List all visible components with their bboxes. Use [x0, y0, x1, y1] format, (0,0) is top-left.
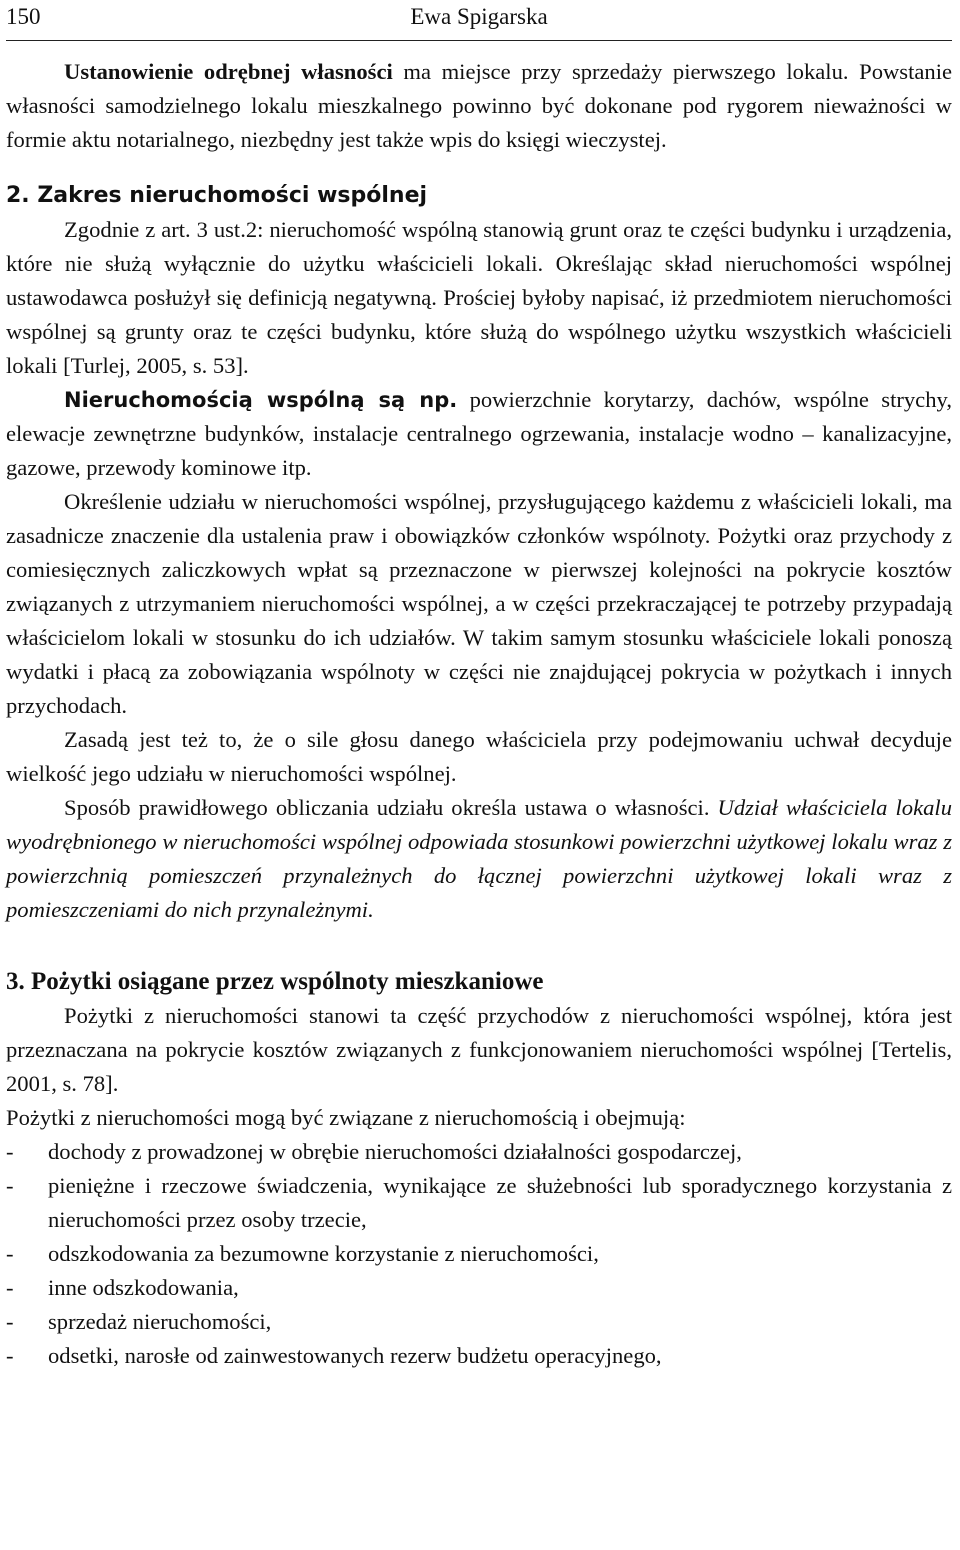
paragraph-share: Określenie udziału w nieruchomości wspólnej, przysługującego każdemu z właścicieli lokali, ma zasadnicze znaczenie dla ustalenia praw i obowiązków członków wspólnoty. Pożytki oraz przychody z comiesięcznych zaliczkowych wpłat są przeznaczone w pierwszej kolejności na pokrycie kosztów związanych z utrzymaniem nieruchomości wspólnej, a w części przekraczającej te potrzeby przypadają właścicielom lokali w stosunku do ich udziałów. W takim samym stosunku właściciele lokali ponoszą wydatki i płacą za zobowiązania wspólnoty w części nie znajdującej pokrycia w pożytkach i innych przychodach.: [6, 489, 952, 718]
paragraph-benefits-definition: Pożytki z nieruchomości stanowi ta część przychodów z nieruchomości wspólnej, która jest przeznaczana na pokrycie kosztów związanych z funkcjonowaniem nieruchomości wspólnej [Tertelis, 2001, s. 78].: [6, 1003, 952, 1096]
list-dash: -: [6, 1309, 14, 1334]
list-dash: -: [6, 1343, 14, 1368]
list-item: [6, 1169, 952, 1237]
running-header: [6, 0, 952, 41]
list-dash: -: [6, 1139, 14, 1164]
paragraph-definition: Zgodnie z art. 3 ust.2: nieruchomość wspólną stanowią grunt oraz te części budynku i urządzenia, które nie służą wyłącznie do użytku właścicieli lokali. Określając skład nieruchomości wspólnej ustawodawca posłużył się definicją negatywną. Prościej byłoby napisać, iż przedmiotem nieruchomości wspólnej są grunty oraz te części budynku, które służą do wspólnego użytku wszystkich właścicieli lokali [Turlej, 2005, s. 53].: [6, 217, 952, 378]
list-item-text: pieniężne i rzeczowe świadczenia, wynikające ze służebności lub sporadycznego korzystania z nieruchomości przez osoby trzecie,: [48, 1173, 952, 1232]
list-item-text: odszkodowania za bezumowne korzystanie z nieruchomości,: [48, 1241, 599, 1266]
list-item: [6, 1135, 952, 1169]
list-item: [6, 1237, 952, 1271]
bold-term: Nieruchomością wspólną są np.: [64, 388, 458, 412]
section-heading-2: 2. Zakres nieruchomości wspólnej: [6, 183, 428, 208]
paragraph-benefits-list-intro: Pożytki z nieruchomości mogą być związane z nieruchomością i obejmują:: [6, 1105, 686, 1130]
paragraph-calculation: [6, 791, 952, 927]
italic-quote: Udział właściciela lokalu wyodrębnionego w nieruchomości wspólnej odpowiada stosunkowi powierzchni użytkowej lokalu wraz z powierzchnią pomieszczeń przynależnych do łącznej powierzchni użytkowej lokali wraz z pomieszczeniami do nich przynależnymi.: [6, 795, 952, 922]
list-item: [6, 1271, 952, 1305]
page-number: 150: [6, 4, 41, 29]
list-item-text: dochody z prowadzonej w obrębie nieruchomości działalności gospodarczej,: [48, 1139, 742, 1164]
bold-term: Ustanowienie odrębnej własności: [64, 59, 393, 84]
list-dash: -: [6, 1275, 14, 1300]
running-head-author: Ewa Spigarska: [410, 4, 548, 29]
list-item-text: odsetki, narosłe od zainwestowanych rezerw budżetu operacyjnego,: [48, 1343, 662, 1368]
document-page: [6, 0, 952, 1373]
paragraph-text: powierzchnie korytarzy, dachów, wspólne strychy, elewacje zewnętrzne budynków, instalacje centralnego ogrzewania, instalacje wodno – kanalizacyjne, gazowe, przewody kominowe itp.: [6, 387, 952, 480]
list-dash: -: [6, 1173, 14, 1198]
list-item: [6, 1305, 952, 1339]
paragraph-text: Sposób prawidłowego obliczania udziału określa ustawa o własności.: [64, 795, 718, 820]
paragraph-voting: Zasadą jest też to, że o sile głosu danego właściciela przy podejmowaniu uchwał decyduje wielkość jego udziału w nieruchomości wspólnej.: [6, 727, 952, 786]
benefits-list: [6, 1135, 952, 1373]
section-heading-3: 3. Pożytki osiągane przez wspólnoty mieszkaniowe: [6, 968, 544, 995]
paragraph-text: ma miejsce przy sprzedaży pierwszego lokalu. Powstanie własności samodzielnego lokalu mieszkalnego powinno być dokonane pod rygorem nieważności w formie aktu notarialnego, niezbędny jest także wpis do księgi wieczystej.: [6, 59, 953, 152]
paragraph-examples: [6, 383, 952, 485]
list-item-text: inne odszkodowania,: [48, 1275, 239, 1300]
list-item: [6, 1339, 952, 1373]
paragraph-ownership: [6, 55, 952, 157]
list-dash: -: [6, 1241, 14, 1266]
list-item-text: sprzedaż nieruchomości,: [48, 1309, 272, 1334]
body-text: [6, 55, 952, 1373]
